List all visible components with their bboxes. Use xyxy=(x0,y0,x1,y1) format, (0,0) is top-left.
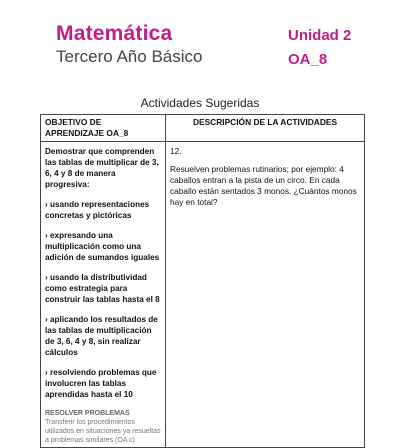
unit-label: Unidad 2 xyxy=(288,27,352,44)
objective-item: › expresando una multiplicación como una adición de sumandos iguales xyxy=(45,231,160,262)
activity-cell xyxy=(166,142,365,448)
objective-item: › usando la distributividad como estrategia para construir las tablas hasta el 8 xyxy=(45,273,160,304)
activity-text: Resuelven problemas rutinarios; por ejemplo: 4 caballos entran a la pista de un circo. En cada caballo están sentados 3 monos. ¿Cuántos monos hay en total? xyxy=(170,164,357,207)
skill-block xyxy=(45,409,161,445)
objective-item: › usando representaciones concretas y pictóricas xyxy=(45,200,150,220)
skill-title: RESOLVER PROBLEMAS xyxy=(45,410,130,417)
subject-title: Matemática xyxy=(56,22,173,45)
activities-table xyxy=(40,114,365,448)
document-header-left xyxy=(56,22,202,67)
table-header-row xyxy=(41,115,365,142)
objective-intro: Demostrar que comprenden las tablas de multiplicar de 3, 6, 4 y 8 de manera progresiva: xyxy=(45,147,159,189)
grade-title: Tercero Año Básico xyxy=(56,47,203,66)
skill-description: Transferir los procedimientos utilizados en situaciones ya resueltas a problemas similares (OA c) xyxy=(45,419,161,444)
objective-item: › resolviendo problemas que involucren las tablas aprendidas hasta el 10 xyxy=(45,368,157,399)
section-title: Actividades Sugeridas xyxy=(140,96,260,110)
activity-number: 12. xyxy=(170,146,182,156)
objective-column-header: OBJETIVO DE APRENDIZAJE OA_8 xyxy=(41,115,166,142)
objective-cell xyxy=(41,142,166,448)
objective-item: › aplicando los resultados de las tablas de multiplicación de 3, 6, 4 y 8, sin realizar cálculos xyxy=(45,315,158,357)
table-row xyxy=(41,142,365,448)
oa-code-label: OA_8 xyxy=(288,51,328,68)
document-header-right xyxy=(288,27,351,69)
description-column-header: DESCRIPCIÓN DE LA ACTIVIDADES xyxy=(166,115,365,142)
